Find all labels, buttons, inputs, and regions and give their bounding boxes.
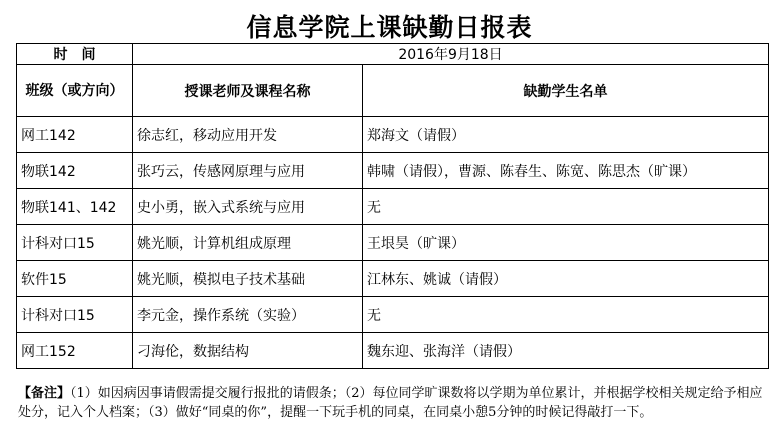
- table-row: [17, 261, 769, 297]
- column-header-class: 班级（或方向）: [17, 65, 133, 117]
- cell-absent: 无: [363, 297, 769, 333]
- cell-absent: 江林东、姚诚（请假）: [363, 261, 769, 297]
- cell-absent: 郑海文（请假）: [363, 117, 769, 153]
- table-row: [17, 189, 769, 225]
- remarks-text: （1）如因病因事请假需提交履行报批的请假条；（2）每位同学旷课数将以学期为单位累计，并根据学校相关规定给予相应处分，记入个人档案；（3）做好“同桌的你”，提醒一下玩手机的同桌，在同桌小憩5分钟的时候记得敲打一下。: [18, 386, 763, 420]
- cell-teacher: 刁海伦，数据结构: [133, 333, 363, 369]
- cell-class: 网工142: [17, 117, 133, 153]
- cell-class: 计科对口15: [17, 297, 133, 333]
- cell-teacher: 姚光顺，计算机组成原理: [133, 225, 363, 261]
- cell-class: 软件15: [17, 261, 133, 297]
- cell-absent: 王垠昊（旷课）: [363, 225, 769, 261]
- column-header-teacher: 授课老师及课程名称: [133, 65, 363, 117]
- cell-teacher: 徐志红，移动应用开发: [133, 117, 363, 153]
- column-header-absent: 缺勤学生名单: [363, 65, 769, 117]
- cell-teacher: 史小勇，嵌入式系统与应用: [133, 189, 363, 225]
- cell-class: 物联141、142: [17, 189, 133, 225]
- report-date: 2016年9月18日: [133, 44, 769, 65]
- attendance-table: [16, 43, 769, 369]
- cell-teacher: 张巧云，传感网原理与应用: [133, 153, 363, 189]
- remarks-label: 【备注】: [18, 386, 71, 401]
- cell-class: 计科对口15: [17, 225, 133, 261]
- cell-absent: 韩啸（请假），曹源、陈春生、陈宽、陈思杰（旷课）: [363, 153, 769, 189]
- table-row: [17, 333, 769, 369]
- table-row: [17, 225, 769, 261]
- cell-teacher: 李元金，操作系统（实验）: [133, 297, 363, 333]
- cell-class: 物联142: [17, 153, 133, 189]
- cell-absent: 魏东迎、张海洋（请假）: [363, 333, 769, 369]
- table-row: [17, 153, 769, 189]
- report-title: 信息学院上课缺勤日报表: [246, 13, 533, 42]
- header-row: [17, 65, 769, 117]
- date-row: [17, 44, 769, 65]
- time-label: 时 间: [17, 44, 133, 65]
- remarks: [18, 384, 770, 422]
- cell-teacher: 姚光顺，模拟电子技术基础: [133, 261, 363, 297]
- cell-absent: 无: [363, 189, 769, 225]
- cell-class: 网工152: [17, 333, 133, 369]
- table-row: [17, 117, 769, 153]
- table-row: [17, 297, 769, 333]
